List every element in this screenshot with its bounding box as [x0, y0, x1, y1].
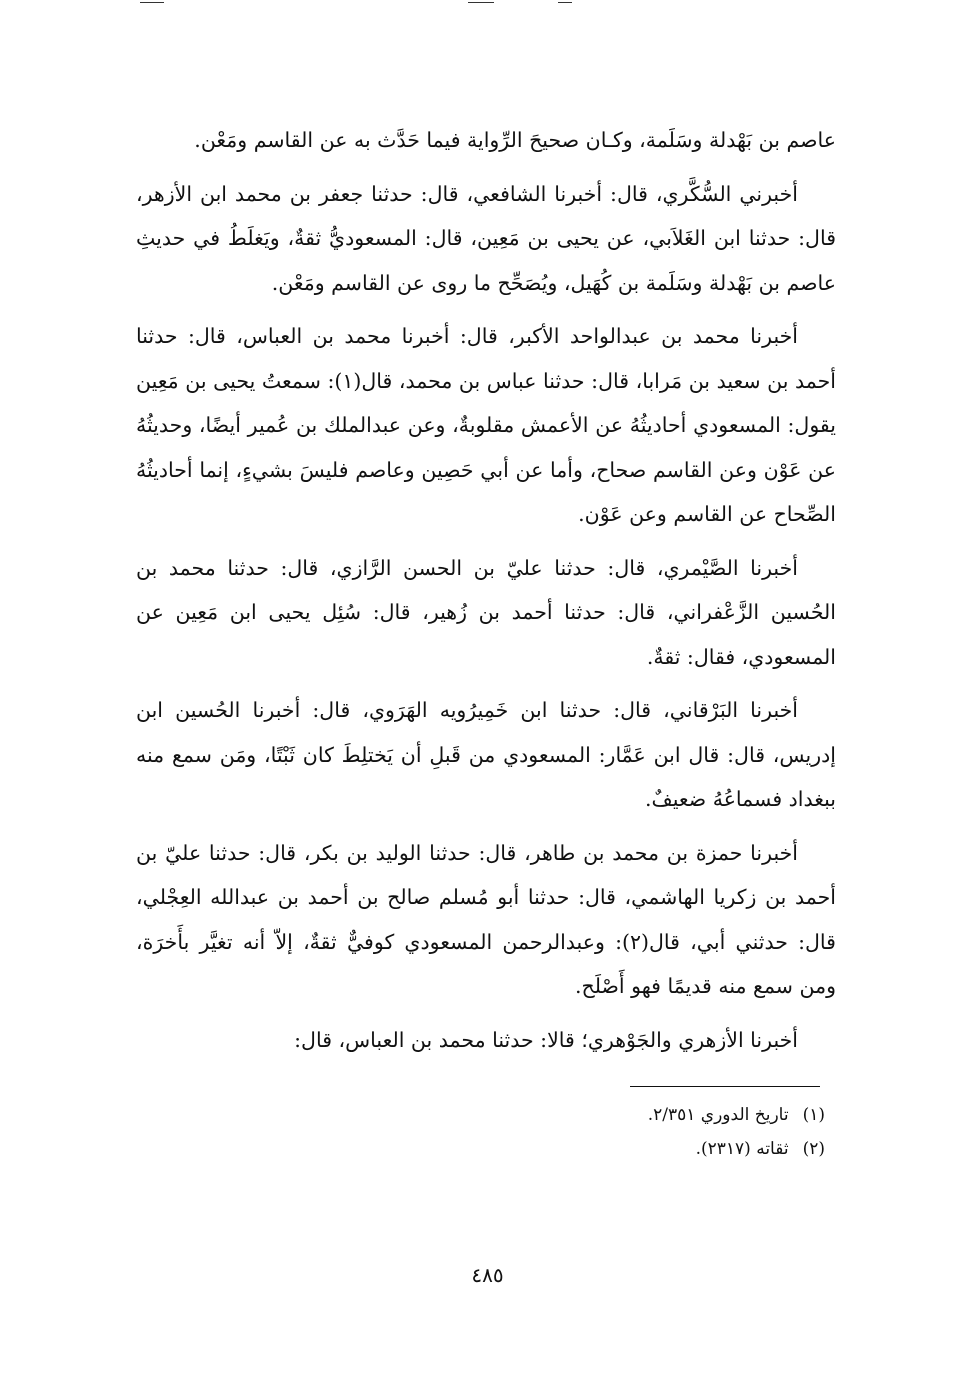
paragraph: أخبرنا حمزة بن محمد بن طاهر، قال: حدثنا الوليد بن بكر، قال: حدثنا عليّ بن أحمد بن زكريا الهاشمي، قال: حدثنا أبو مُسلم صالح بن أحمد بن عبدالله العِجْلي، قال: حدثني أبي، قال(٢): وعبدالرحمن المسعودي كوفيٌّ ثقةٌ، إلاّ أنه تغيَّر بأَخرَة، ومن سمع منه قديمًا فهو أَصْلَح. [136, 840, 836, 998]
main-text [136, 118, 836, 1071]
paragraph: عاصم بن بَهْدلة وسَلَمة، وكـان صحيحَ الرِّواية فيما حَدَّث به عن القاسم ومَعْن. [194, 128, 836, 152]
footnote [648, 1132, 825, 1166]
top-scan-mark [468, 2, 494, 3]
paragraph: أخبرنا الصَّيْمري، قال: حدثنا عليّ بن الحسن الرَّازي، قال: حدثنا محمد بن الحُسين الزَّعْفراني، قال: حدثنا أحمد بن زُهير، قال: سُئِل يحيى ابن مَعِين عن المسعودي، فقال: ثقةٌ. [136, 555, 836, 669]
footnote-text: ثقاته (٢٣١٧). [695, 1139, 789, 1159]
top-scan-mark [140, 2, 164, 3]
top-scan-mark [558, 2, 572, 3]
paragraph: أخبرنا محمد بن عبدالواحد الأكبر، قال: أخبرنا محمد بن العباس، قال: حدثنا أحمد بن سعيد بن مَرابا، قال: حدثنا عباس بن محمد، قال(١): سمعتُ يحيى بن مَعِين يقول: المسعودي أحاديثُهُ عن الأعمش مقلوبةٌ، وعن عبدالملك بن عُمير أيضًا، وحديثُهُ عن عَوْن وعن القاسم صحاح، وأما عن أبي حَصِين وعاصم فليسَ بشيءٍ، إنما أحاديثُهُ الصِّحاح عن القاسم وعن عَوْن. [136, 324, 836, 526]
page-number: ٤٨٥ [471, 1263, 504, 1287]
footnote-number: (٢) [802, 1139, 825, 1159]
paragraph: أخبرنا الأزهري والجَوْهري؛ قالا: حدثنا محمد بن العباس، قال: [294, 1027, 798, 1052]
footnote-number: (١) [802, 1105, 825, 1125]
paragraph: أخبرنا البَرْقاني، قال: حدثنا ابن خَمِيرُويه الهَرَوي، قال: أخبرنا الحُسين ابن إدريس، قال: قال ابن عَمَّار: المسعودي من قَبلِ أن يَختلِطَ كان ثَبْتًا، ومَن سمع منه ببغداد فسماعُهُ ضعيفٌ. [136, 698, 836, 811]
footnote [648, 1098, 825, 1132]
paragraph: أخبرني السُّكَّري، قال: أخبرنا الشافعي، قال: حدثنا جعفر بن محمد ابن الأزهر، قال: حدثنا ابن الغَلاَبي، عن يحيى بن مَعِين، قال: المسعوديُّ ثقةٌ، ويَغلَطُ في حديثِ عاصم بن بَهْدلة وسَلَمة بن كُهَيل، ويُصَحِّح ما روى عن القاسم ومَعْن. [136, 181, 836, 295]
footnote-separator [630, 1086, 820, 1087]
footnote-text: تاريخ الدوري ٢/٣٥١. [647, 1105, 789, 1125]
footnotes [648, 1098, 825, 1166]
